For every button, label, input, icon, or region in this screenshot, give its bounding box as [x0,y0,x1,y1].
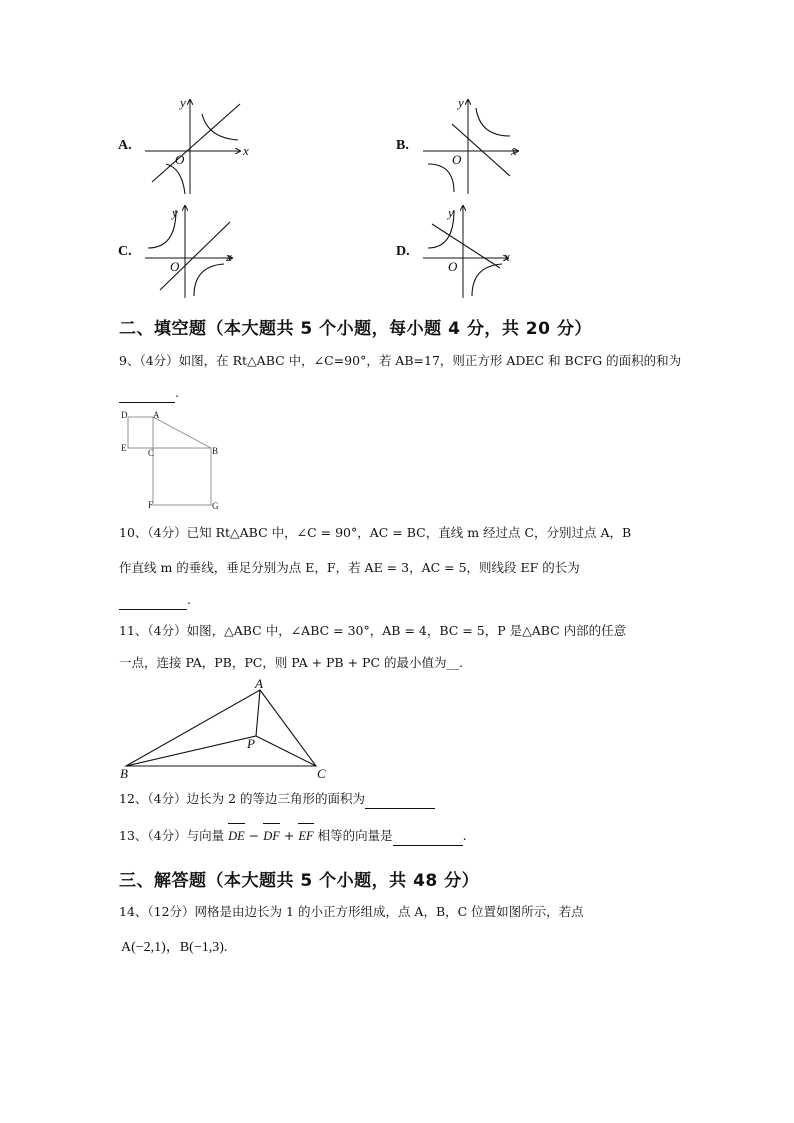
option-a-x-label: x [243,143,249,158]
q13-minus: − [248,828,260,843]
option-a-y-label: y [180,95,186,110]
q9-label-a: A [153,410,160,420]
q11-label-p: P [247,736,255,751]
q13-prefix: 13、（4分）与向量 [119,828,225,843]
q9-label-c: C [148,448,155,458]
option-a-origin: O [175,152,185,167]
option-b-x-label: x [511,143,517,158]
q14-line1: 14、（12分）网格是由边长为 1 的小正方形组成，点 A，B，C 位置如图所示，若点 [119,904,584,919]
q13-vector-df: DF [263,826,280,846]
option-d-origin: O [448,259,458,274]
option-c[interactable] [118,200,248,300]
q14-line2: A(−2,1)，B(−1,3). [121,940,228,955]
q13-plus: + [283,828,295,843]
q13-suffix: 相等的向量是 [317,828,393,843]
option-c-label: C. [118,244,132,259]
option-b-label: B. [396,138,409,153]
q9-label-e: E [121,443,127,453]
q11-label-c: C [317,766,326,780]
q12 [119,789,435,809]
q12-blank[interactable] [365,794,435,809]
q11-figure [116,676,336,780]
q10-answer-line [119,590,191,610]
q9-answer-line [119,383,179,403]
q11-line2: 一点，连接 PA，PB，PC，则 PA + PB + PC 的最小值为__. [119,655,463,670]
q10-line2: 作直线 m 的垂线，垂足分别为点 E，F，若 AE = 3，AC = 5，则线段 EF 的长为 [119,560,580,575]
q9-label-b: B [212,446,219,456]
option-d[interactable] [396,200,526,300]
option-c-y-label: y [172,205,178,220]
option-b-graph [418,96,528,196]
option-a-graph [140,96,250,196]
q13-vector-de: DE [228,826,245,846]
option-a[interactable] [118,96,248,196]
q13-vector-ef: EF [298,826,313,846]
q13-end: . [462,828,467,843]
section3-title: 三、解答题（本大题共 5 个小题，共 48 分） [119,871,480,891]
option-b[interactable] [396,96,526,196]
q10-line1: 10、（4分）已知 Rt△ABC 中，∠C = 90°，AC = BC，直线 m 经过点 C，分别过点 A，B [119,525,632,540]
q10-end: . [187,592,191,607]
q9-label-f: F [148,500,154,510]
q11-label-b: B [120,766,128,780]
q12-text: 12、（4分）边长为 2 的等边三角形的面积为 [119,791,366,806]
option-d-x-label: x [504,249,510,264]
q9-label-g: G [212,501,219,511]
q13 [119,826,467,846]
q9-end: . [175,385,179,400]
q9-figure [118,408,228,512]
option-d-y-label: y [448,205,454,220]
section2-title: 二、填空题（本大题共 5 个小题，每小题 4 分，共 20 分） [119,319,592,339]
q9-blank[interactable] [119,388,175,403]
option-d-graph [418,200,528,300]
q9-line1: 9、（4分）如图，在 Rt△ABC 中，∠C=90°，若 AB=17，则正方形 ADEC 和 BCFG 的面积的和为 [119,353,682,368]
option-d-label: D. [396,244,410,259]
option-c-graph [140,200,250,300]
q11-label-a: A [255,676,263,691]
q10-blank[interactable] [119,595,187,610]
option-a-label: A. [118,138,132,153]
option-c-x-label: x [226,249,232,264]
option-b-y-label: y [458,95,464,110]
q13-blank[interactable] [393,831,463,846]
option-b-origin: O [452,152,462,167]
q11-line1: 11、（4分）如图，△ABC 中，∠ABC = 30°，AB = 4，BC = 5，P 是△ABC 内部的任意 [119,623,627,638]
option-c-origin: O [170,259,180,274]
q9-label-d: D [121,410,128,420]
